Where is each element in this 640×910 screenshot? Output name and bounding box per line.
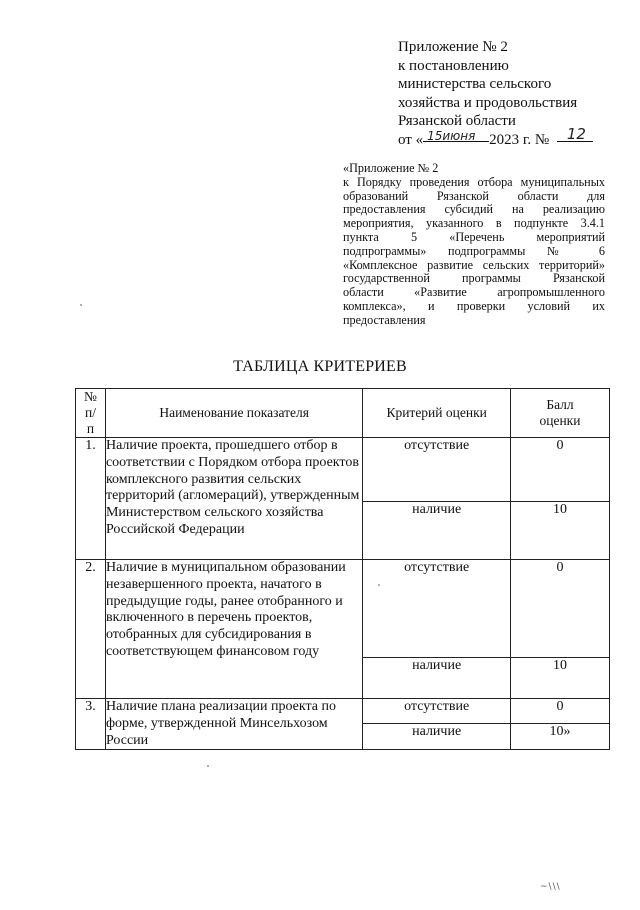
row-name: Наличие плана реализации проекта по форме, утвержденной Минсельхозом России (105, 699, 362, 750)
header-line: к постановлению (398, 57, 509, 74)
scan-speck (80, 304, 82, 306)
score-present: 10 (510, 658, 609, 699)
table-header-row (76, 389, 610, 438)
header-line: Рязанской области (398, 113, 516, 129)
handwritten-number: 12 (566, 124, 586, 143)
header-score: Балл оценки (510, 389, 609, 438)
ref-line: мероприятия, указанного в подпункте 3.4.1 (343, 216, 605, 231)
table-row (76, 438, 610, 502)
header-line: хозяйства и продовольствия (398, 94, 578, 111)
date-suffix: 2023 г. № (489, 131, 550, 148)
ref-line: «Комплексное развитие сельских территорий» (343, 257, 605, 272)
scan-speck (378, 584, 380, 586)
ref-line: области «Развитие агропромышленного (343, 285, 605, 300)
score-absent: 0 (510, 560, 609, 658)
row-name: Наличие в муниципальном образовании незавершенного проекта, начатого в предыдущие годы, ранее отобранного и включенного в перечень проектов, отобранных для субсидирования в соответствующем финансовом году (105, 560, 362, 699)
ref-line: предоставления субсидий на реализацию (343, 202, 605, 217)
scan-mark: ~\\\ (540, 882, 561, 892)
header-name: Наименование показателя (105, 389, 362, 438)
score-present: 10 (510, 502, 609, 560)
ref-line: образований Рязанской области для (343, 188, 605, 203)
scan-speck (207, 765, 209, 767)
date-number-line (398, 124, 608, 150)
table-row (76, 560, 610, 658)
criterion-absent: отсутствие (363, 699, 511, 724)
header-line: министерства сельского (398, 76, 552, 92)
criterion-absent: отсутствие (363, 560, 511, 658)
row-name: Наличие проекта, прошедшего отбор в соответствии с Порядком отбора проектов комплексного развития сельских территорий (агломераций), утвержденным Министерством сельского хозяйства Российской Федерации (105, 438, 362, 560)
table-title: ТАБЛИЦА КРИТЕРИЕВ (233, 358, 407, 375)
header-line: Приложение № 2 (398, 39, 508, 55)
ref-line: предоставления (343, 312, 426, 327)
score-absent: 0 (510, 438, 609, 502)
score-present: 10» (510, 723, 609, 750)
procedure-reference (343, 162, 605, 328)
ref-line: комплекса», и проверки условий их (343, 298, 605, 313)
ref-line: «Приложение № 2 (343, 161, 439, 175)
ref-line: к Порядку проведения отбора муниципальных (343, 174, 605, 189)
criterion-absent: отсутствие (363, 438, 511, 502)
row-num: 1. (76, 438, 106, 560)
header-num: № п/п (76, 389, 106, 438)
table-row (76, 699, 610, 724)
ref-line: государственной программы Рязанской (343, 271, 605, 286)
row-num: 3. (76, 699, 106, 750)
header-criterion: Критерий оценки (363, 389, 511, 438)
score-absent: 0 (510, 699, 609, 724)
criterion-present: наличие (363, 502, 511, 560)
handwritten-date: 15июня (427, 128, 476, 143)
ref-line: подпрограммы» подпрограммы № 6 (343, 243, 605, 258)
date-prefix: от « (398, 131, 424, 148)
row-num: 2. (76, 560, 106, 699)
criteria-table (75, 388, 610, 750)
criterion-present: наличие (363, 723, 511, 750)
ref-line: пункта 5 «Перечень мероприятий (343, 229, 605, 244)
criterion-present: наличие (363, 658, 511, 699)
approval-header (398, 38, 608, 149)
